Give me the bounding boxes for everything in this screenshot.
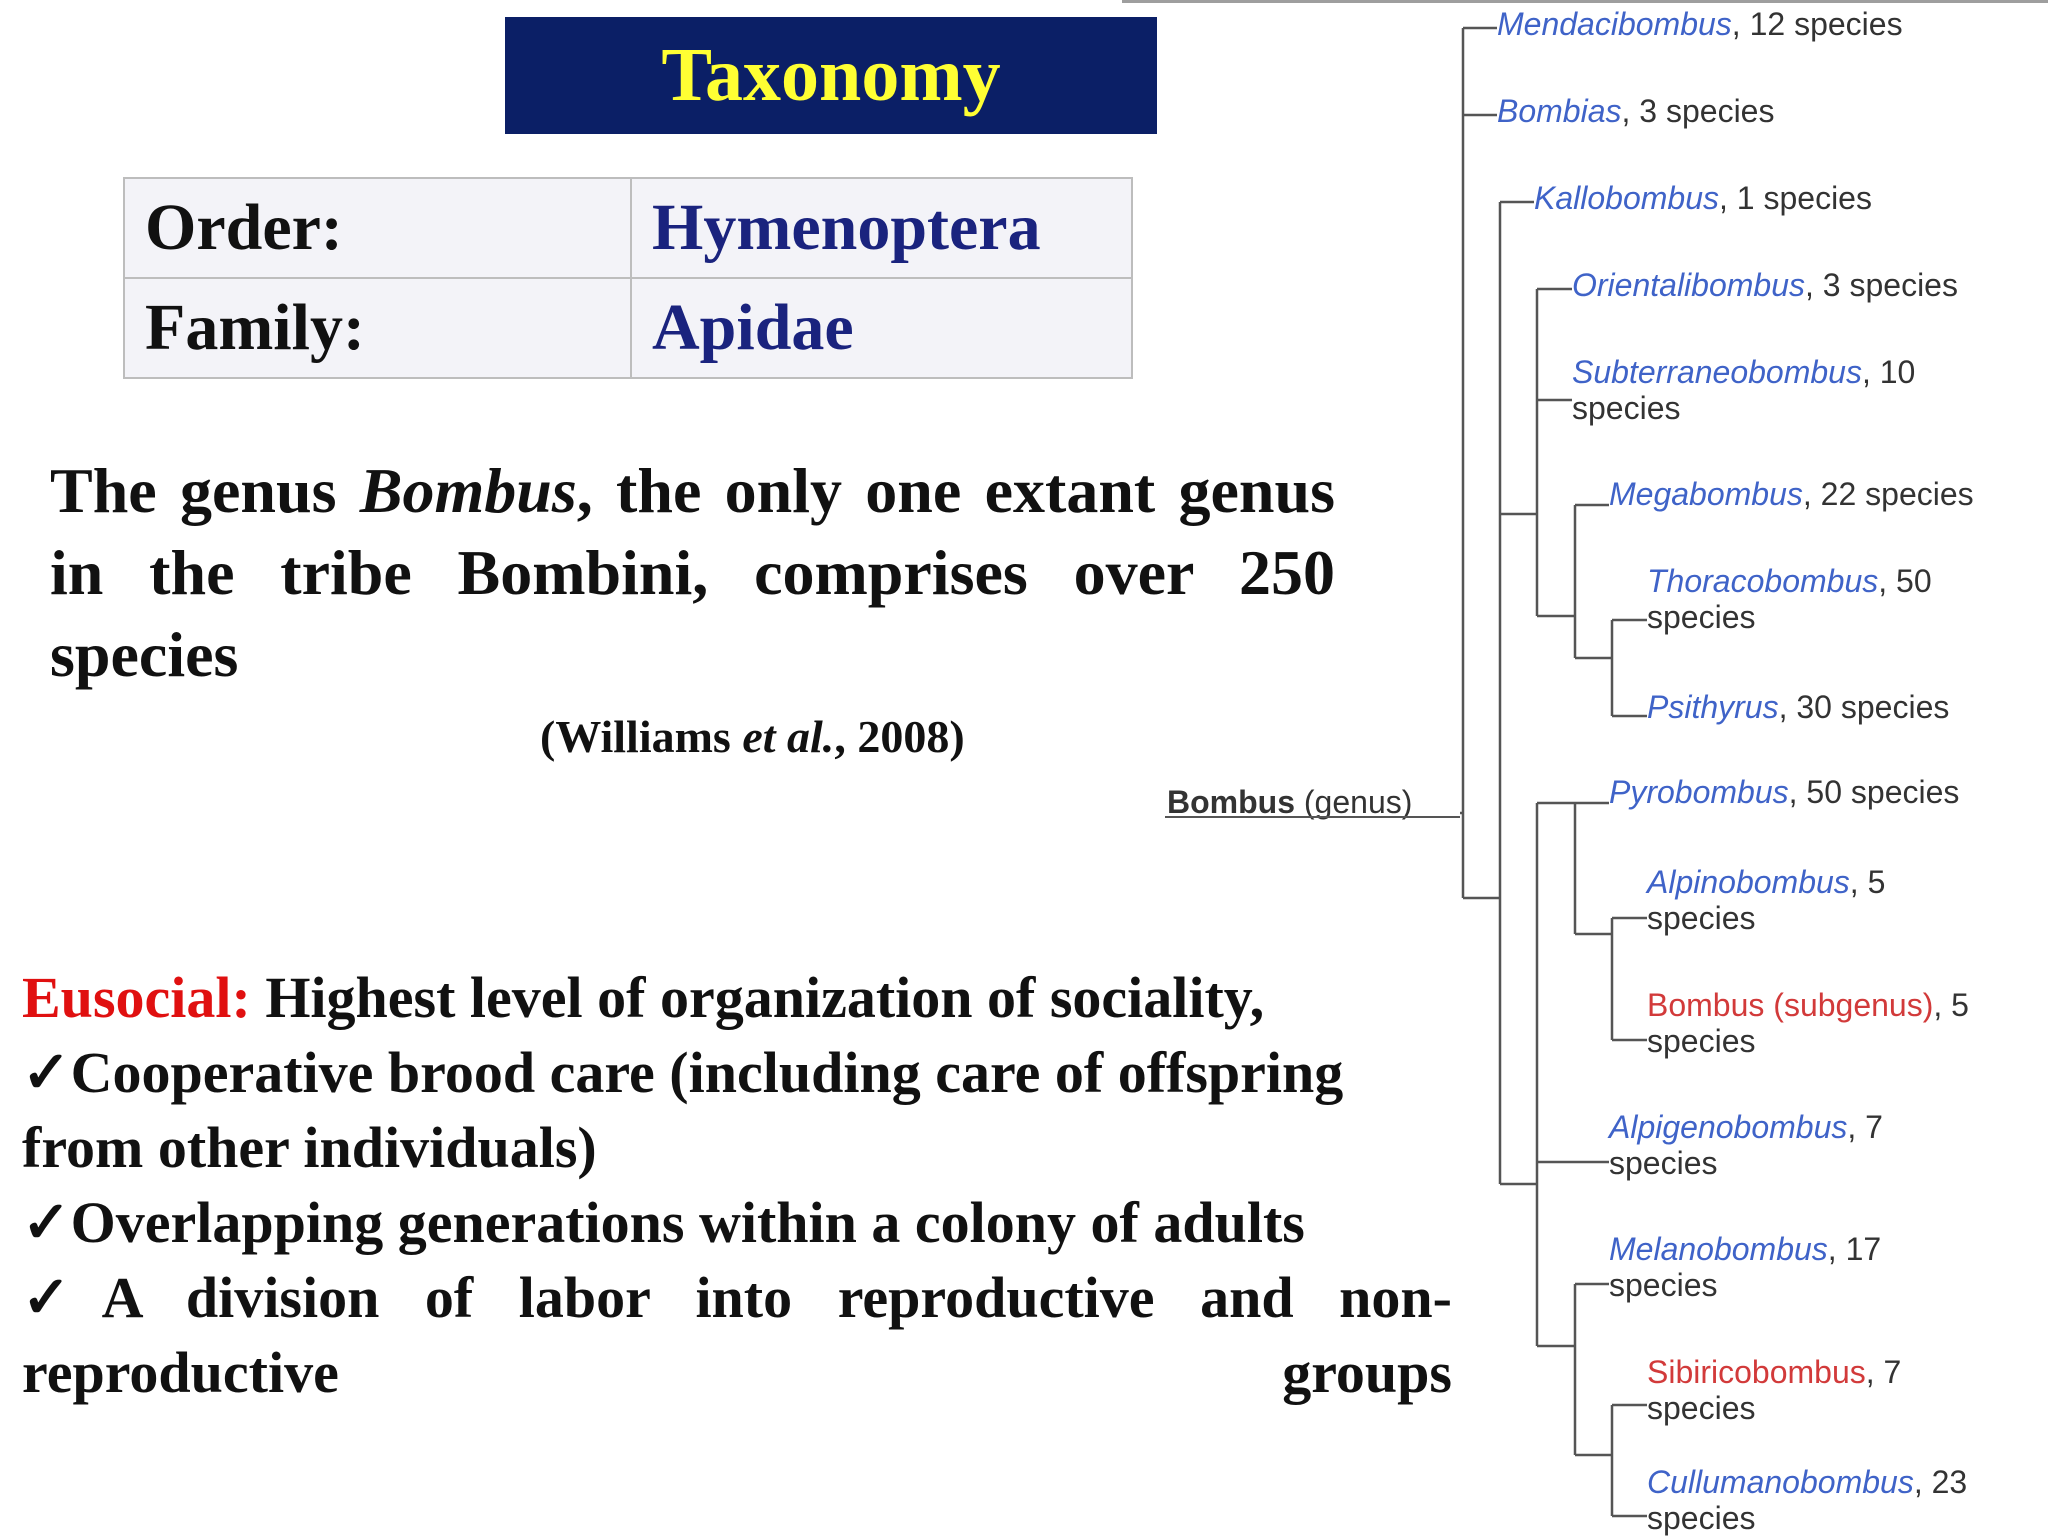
- tree-leaf-label[interactable]: Bombus (subgenus), 5: [1647, 987, 1969, 1023]
- tree-leaf-label[interactable]: Sibiricobombus, 7: [1647, 1354, 1902, 1390]
- tree-leaf-label[interactable]: Psithyrus, 30 species: [1647, 689, 1950, 725]
- tree-leaf-label-cont: species: [1572, 390, 1681, 426]
- list-item: ✓Cooperative brood care (including care of offspring from other individuals): [22, 1040, 1344, 1180]
- tree-leaf-label[interactable]: Melanobombus, 17: [1609, 1231, 1882, 1267]
- tree-leaf-label-cont: species: [1609, 1145, 1718, 1181]
- tree-leaf-label[interactable]: Mendacibombus, 12 species: [1497, 6, 1903, 42]
- family-value: Apidae: [631, 278, 1132, 378]
- eusocial-label: Eusocial:: [22, 965, 251, 1030]
- eusocial-definition: Eusocial: Highest level of organization of sociality,: [22, 965, 1265, 1030]
- tree-leaf-label[interactable]: Pyrobombus, 50 species: [1609, 774, 1960, 810]
- tree-leaf-label-cont: species: [1609, 1267, 1718, 1303]
- list-item: ✓Overlapping generations within a colony of adults: [22, 1190, 1305, 1255]
- order-value: Hymenoptera: [631, 178, 1132, 278]
- genus-name: Bombus: [359, 455, 577, 526]
- order-label: Order:: [124, 178, 631, 278]
- tree-leaf-label-cont: species: [1647, 1023, 1756, 1059]
- tree-leaf-label[interactable]: Alpinobombus, 5: [1647, 864, 1886, 900]
- list-item: ✓A division of labor into reproductive and non-reproductive groups: [22, 1265, 1452, 1405]
- tree-leaf-label-cont: species: [1647, 1500, 1756, 1536]
- tree-leaf-label[interactable]: Subterraneobombus, 10: [1572, 354, 1916, 390]
- tree-leaf-label-cont: species: [1647, 1390, 1756, 1426]
- tree-leaf-label[interactable]: Orientalibombus, 3 species: [1572, 267, 1958, 303]
- checkmark-icon: ✓: [22, 1190, 71, 1255]
- tree-leaf-label[interactable]: Bombias, 3 species: [1497, 93, 1775, 129]
- tree-labels: [1165, 784, 1460, 820]
- checkmark-icon: ✓: [22, 1265, 102, 1330]
- checkmark-icon: ✓: [22, 1040, 71, 1105]
- family-label: Family:: [124, 278, 631, 378]
- intro-text-cont: , the only one extant genus in the tribe Bombini, comprises over 250 species: [50, 455, 1336, 690]
- tree-leaf-label[interactable]: Alpigenobombus, 7: [1609, 1109, 1883, 1145]
- tree-leaf-label[interactable]: Megabombus, 22 species: [1609, 476, 1974, 512]
- tree-leaf-label[interactable]: Cullumanobombus, 23: [1647, 1464, 1968, 1500]
- leaf-labels: [1497, 6, 1974, 1536]
- tree-leaf-label[interactable]: Kallobombus, 1 species: [1534, 180, 1872, 216]
- tree-leaf-label[interactable]: Thoracobombus, 50: [1647, 563, 1932, 599]
- tree-leaf-label-cont: species: [1647, 900, 1756, 936]
- root-label: Bombus (genus): [1167, 784, 1413, 820]
- intro-text: The genus: [50, 455, 360, 526]
- tree-leaf-label-cont: species: [1647, 599, 1756, 635]
- slide-title: Taxonomy: [661, 33, 1001, 117]
- citation: (Williams et al., 2008): [540, 711, 965, 762]
